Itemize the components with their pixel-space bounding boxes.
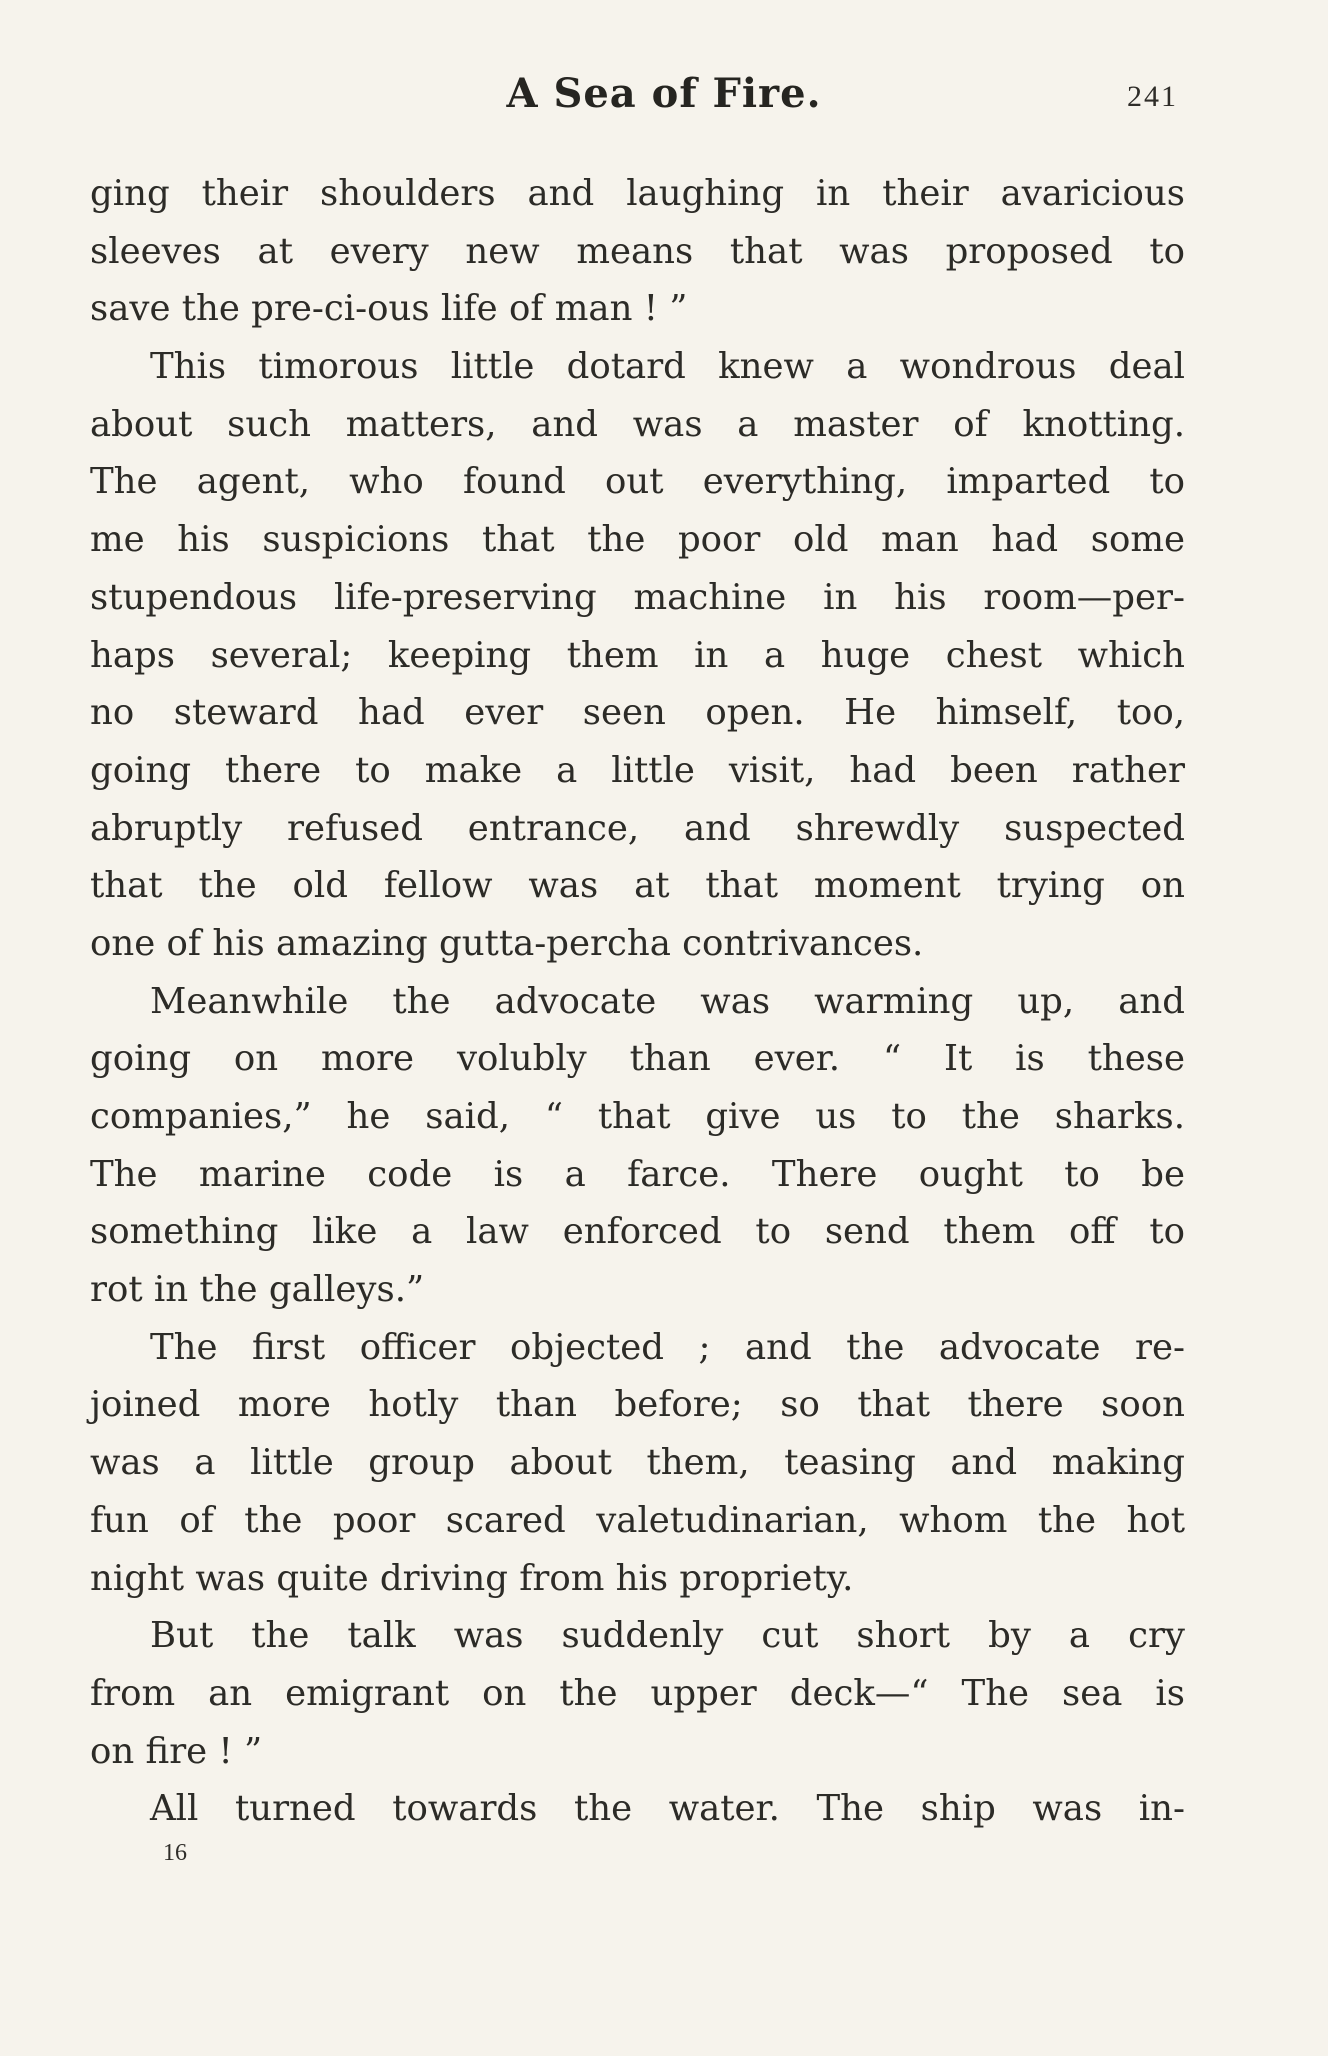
text-line: The agent, who found out everything, imparted to	[90, 461, 1185, 503]
text-line: fun of the poor scared valetudinarian, whom the hot	[90, 1499, 1185, 1541]
text-line: was a little group about them, teasing and making	[90, 1442, 1185, 1484]
signature-mark: 16	[163, 1840, 187, 1866]
text-line: that the old fellow was at that moment trying on	[90, 865, 1185, 907]
text-line: The first officer objected ; and the advocate re-	[150, 1326, 1185, 1368]
text-line: abruptly refused entrance, and shrewdly suspected	[90, 807, 1185, 849]
text-line: haps several; keeping them in a huge chest which	[90, 634, 1185, 676]
text-line: going on more volubly than ever. “ It is these	[90, 1038, 1185, 1080]
text-line: The marine code is a farce. There ought to be	[90, 1153, 1185, 1195]
text-line: ging their shoulders and laughing in their avaricious	[90, 173, 1185, 214]
text-line: one of his amazing gutta-percha contrivances.	[90, 922, 924, 964]
text-line: companies,” he said, “ that give us to the sharks.	[90, 1096, 1185, 1137]
text-line: Meanwhile the advocate was warming up, and	[150, 980, 1185, 1022]
text-line: This timorous little dotard knew a wondrous deal	[150, 346, 1185, 388]
text-line: on fire ! ”	[90, 1730, 263, 1772]
text-line: about such matters, and was a master of knotting.	[90, 403, 1185, 445]
text-line: joined more hotly than before; so that there soon	[90, 1384, 1185, 1426]
text-line: But the talk was suddenly cut short by a cry	[150, 1615, 1185, 1657]
text-line: sleeves at every new means that was proposed to	[90, 230, 1185, 272]
text-line: something like a law enforced to send them off to	[90, 1211, 1185, 1253]
text-line: stupendous life-preserving machine in his room—per-	[90, 576, 1185, 618]
text-line: rot in the galleys.”	[90, 1269, 425, 1311]
text-line: going there to make a little visit, had been rather	[90, 749, 1185, 791]
text-line: All turned towards the water. The ship was in-	[150, 1788, 1185, 1830]
text-line: from an emigrant on the upper deck—“ The sea is	[90, 1672, 1185, 1714]
text-line: night was quite driving from his propriety.	[90, 1557, 854, 1599]
text-line: save the pre-ci-ous life of man ! ”	[90, 288, 688, 330]
running-head	[0, 70, 1328, 130]
text-line: me his suspicions that the poor old man had some	[90, 519, 1185, 561]
running-title: A Sea of Fire.	[506, 70, 822, 117]
body-text	[90, 165, 1185, 1838]
page-number: 241	[1127, 80, 1178, 113]
text-line: no steward had ever seen open. He himself, too,	[90, 692, 1185, 734]
